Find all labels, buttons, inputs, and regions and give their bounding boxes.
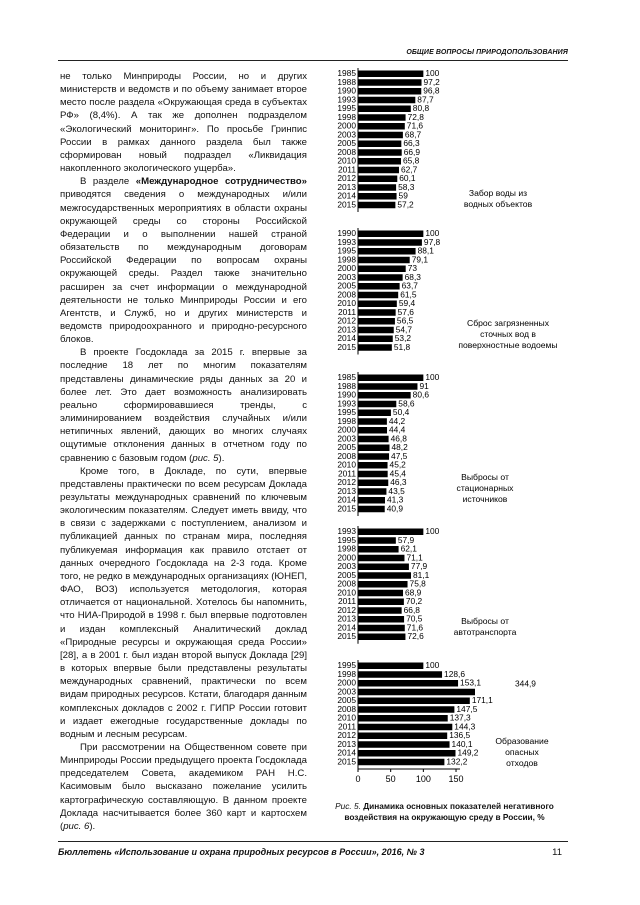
value-label: 58,6 [398, 398, 415, 409]
value-label: 344,9 [515, 678, 536, 689]
value-label: 136,5 [449, 730, 471, 741]
bar [358, 616, 404, 623]
year-tick-label: 2010 [337, 459, 356, 470]
value-label: 46,8 [390, 433, 407, 444]
bar [358, 283, 400, 290]
value-label: 57,6 [397, 306, 414, 317]
year-tick-label: 1995 [337, 103, 356, 114]
value-label: 72,8 [407, 111, 424, 122]
year-tick-label: 2005 [337, 442, 356, 453]
year-tick-label: 2000 [337, 677, 356, 688]
panel-title [457, 472, 515, 504]
bar [358, 546, 399, 553]
value-label: 66,3 [403, 138, 420, 149]
bar [358, 375, 423, 382]
value-label: 61,5 [400, 289, 417, 300]
value-label: 100 [425, 372, 440, 383]
year-tick-label: 2013 [337, 738, 356, 749]
bar [358, 301, 397, 308]
bar [358, 488, 386, 495]
panel-title [495, 736, 548, 768]
value-label: 144,3 [454, 721, 476, 732]
value-label: 72,6 [407, 631, 424, 642]
panel-title-line: сточных вод в [480, 329, 536, 339]
bar [358, 123, 405, 130]
year-tick-label: 2012 [337, 315, 356, 326]
bar [358, 590, 403, 597]
paragraph-2-rest: приводятся сведения о международных и/или межгосударственных мероприятиях в области охраны окружающей среды со стороны Российской Федерации и о выполнении нашей страной обязательств по международным договорам Российской Федерации по вопросам охраны окружающей среды. Раздел также значительно расширен за счет информации о международной деятельности не только Минприроды России и его Агентств, и Служб, но и других министерств и ведомств природоохранного и природно-ресурсного блоков. [60, 189, 307, 346]
panel-title-line: Выбросы от [461, 616, 509, 626]
year-tick-label: 2013 [337, 324, 356, 335]
caption-label: Рис. 5. [335, 801, 361, 811]
value-label: 88,1 [417, 245, 434, 256]
paragraph-2-lead: В разделе [80, 176, 136, 188]
panel-title-line: Забор воды из [468, 188, 528, 198]
year-tick-label: 2010 [337, 155, 356, 166]
bar [358, 480, 388, 487]
year-tick-label: 1998 [337, 415, 356, 426]
year-tick-label: 1988 [337, 76, 356, 87]
panel-title-line: Образование [495, 736, 549, 746]
year-tick-label: 1995 [337, 660, 356, 671]
year-tick-label: 1998 [337, 111, 356, 122]
year-tick-label: 2000 [337, 552, 356, 563]
value-label: 80,8 [412, 103, 430, 114]
bar [358, 663, 423, 670]
bar [358, 193, 397, 200]
bar [358, 706, 454, 713]
year-tick-label: 2011 [337, 164, 356, 175]
year-tick-label: 2000 [337, 424, 356, 435]
value-label: 66,9 [403, 146, 421, 157]
year-tick-label: 1985 [337, 68, 356, 79]
value-label: 59,4 [398, 298, 416, 309]
panel-title [458, 318, 557, 350]
bar [358, 410, 391, 417]
value-label: 50,4 [392, 407, 410, 418]
bar [358, 71, 423, 78]
value-label: 62,1 [400, 543, 417, 554]
year-tick-label: 1995 [337, 245, 356, 256]
year-tick-label: 1995 [337, 407, 356, 418]
value-label: 65,8 [403, 155, 420, 166]
bar [358, 132, 403, 139]
value-label: 57,2 [397, 199, 414, 210]
year-tick-label: 2013 [337, 485, 356, 496]
bar [358, 114, 406, 121]
value-label: 97,2 [423, 76, 440, 87]
bar [358, 239, 422, 246]
year-tick-label: 2003 [337, 561, 356, 572]
bar [358, 383, 417, 390]
value-label: 97,8 [423, 236, 441, 247]
value-label: 100 [425, 526, 440, 537]
year-tick-label: 2011 [337, 721, 356, 732]
year-tick-label: 2014 [337, 190, 356, 201]
bar [358, 274, 403, 281]
bar [358, 88, 421, 95]
value-label: 45,2 [389, 459, 406, 470]
bar [358, 462, 388, 469]
year-tick-label: 2011 [337, 306, 356, 317]
year-tick-label: 1985 [337, 372, 356, 383]
value-label: 48,2 [391, 442, 408, 453]
bar [358, 759, 444, 766]
paragraph-3 [60, 346, 307, 464]
bar [358, 564, 409, 571]
bar [358, 176, 397, 183]
value-label: 51,8 [393, 341, 411, 352]
value-label: 73 [407, 263, 418, 274]
year-tick-label: 2015 [337, 631, 356, 642]
year-tick-label: 2014 [337, 333, 356, 344]
year-tick-label: 1995 [337, 534, 356, 545]
year-tick-label: 2015 [337, 199, 356, 210]
value-label: 149,2 [457, 747, 479, 758]
section-title: ОБЩИЕ ВОПРОСЫ ПРИРОДОПОЛЬЗОВАНИЯ [406, 49, 568, 56]
year-tick-label: 2012 [337, 730, 356, 741]
bar-chart-panels [322, 64, 572, 804]
bar [358, 231, 423, 238]
bar [358, 436, 389, 443]
year-tick-label: 2008 [337, 146, 356, 157]
body-text-column [60, 70, 307, 833]
bar [358, 680, 458, 687]
year-tick-label: 1993 [337, 526, 356, 537]
figure-ref-5: рис. 5 [192, 452, 219, 464]
value-label: 47,5 [391, 450, 408, 461]
bar [358, 418, 387, 425]
year-tick-label: 2012 [337, 477, 356, 488]
year-tick-label: 1990 [337, 389, 356, 400]
bar [358, 318, 395, 325]
bar [358, 607, 402, 614]
bar [358, 401, 396, 408]
bar [358, 202, 395, 209]
value-label: 100 [425, 68, 440, 79]
value-label: 71,6 [406, 120, 424, 131]
value-label: 171,1 [471, 695, 493, 706]
bar [358, 733, 447, 740]
year-tick-label: 1998 [337, 668, 356, 679]
paragraph-3-end: ). [218, 452, 225, 464]
year-tick-label: 2014 [337, 622, 356, 633]
value-label: 66,8 [403, 604, 420, 615]
value-label: 56,5 [396, 315, 414, 326]
bar [358, 453, 389, 460]
value-label: 100 [425, 660, 440, 671]
year-tick-label: 2003 [337, 433, 356, 444]
year-tick-label: 2011 [337, 596, 356, 607]
value-label: 54,7 [395, 324, 413, 335]
bar [358, 471, 388, 478]
value-label: 77,9 [410, 561, 428, 572]
year-tick-label: 2005 [337, 569, 356, 580]
bar [358, 634, 405, 641]
bar [358, 97, 415, 104]
figure-ref-6: рис. 6 [63, 820, 90, 832]
panel-title-line: водных объектов [463, 199, 533, 209]
panel-title-line: автотранспорта [453, 627, 517, 637]
bar [358, 506, 385, 513]
value-label: 75,8 [409, 578, 426, 589]
value-label: 140,1 [451, 738, 473, 749]
x-tick-label: 100 [415, 774, 431, 784]
caption-text: Динамика основных показателей негативного воздействия на окружающую среду в России, % [344, 801, 554, 822]
year-tick-label: 2005 [337, 280, 356, 291]
value-label: 68,9 [405, 587, 422, 598]
paragraph-4: Кроме того, в Докладе, по сути, впервые представлены практически по всем ресурсам Доклада результаты международных сравнений по ключевым экологическим показателям. Следует иметь ввиду, что в связи с задержками с поступлением, анализом и публикацией данных по странам мира, последняя публикуемая информация как правило отстает от данных очередного Госдоклада на 2-3 года. Кроме того, не редко в международных организациях (ЮНЕП, ФАО, ВОЗ) используется методология, которая отличается от национальной. Хотелось бы напомнить, что НИА-Природой в 1998 г. был впервые подготовлен и издан комплексный Аналитический доклад «Природные ресурсы и окружающая среда России» [28], а в 2001 г. был издан второй выпуск Доклада [29] в которых впервые были представлены результаты международных сравнений, практически по всем видам природных ресурсов. Кстати, благодаря данным комплексных докладов с 2002 г. ГИПР России готовит и издает ежегодные государственные доклады по водным и лесным ресурсам. [60, 465, 307, 740]
bar [358, 257, 410, 264]
bar [358, 724, 452, 731]
year-tick-label: 2013 [337, 613, 356, 624]
paragraph-1: не только Минприроды России, но и других министерств и ведомств и по объему занимает второе место после раздела «Окружающая среда в субъектах РФ» (8,4%). А так же дополнен подразделом «Экологический мониторинг». По просьбе Гринпис России в рамках данного раздела был также сформирован новый подраздел «Ликвидация накопленного экологического ущерба». [60, 71, 307, 175]
year-tick-label: 1990 [337, 85, 356, 96]
value-label: 70,2 [405, 596, 423, 607]
year-tick-label: 2015 [337, 341, 356, 352]
value-label: 80,6 [412, 389, 429, 400]
bar [358, 445, 389, 452]
bar [358, 292, 398, 299]
value-label: 59 [398, 190, 408, 201]
bar [358, 309, 396, 316]
value-label: 71,1 [406, 552, 423, 563]
paragraph-5-start: При рассмотрении на Общественном совете при Минприроды России предыдущего проекта Госдоклада председателем Совета, академиком РАН Н.С. Касимовым было высказано пожелание усилить картографическую составляющую. В данном проекте Доклада насчитывается более 360 карт и картосхем ( [60, 741, 307, 832]
value-label: 91 [419, 380, 429, 391]
value-label: 100 [425, 228, 440, 239]
panel-title-line: поверхностные водоемы [458, 340, 558, 350]
value-label: 43,5 [388, 485, 405, 496]
bar [358, 248, 416, 255]
bar [358, 555, 404, 562]
value-label: 60,1 [399, 173, 416, 184]
figure-caption [322, 801, 567, 823]
year-tick-label: 2015 [337, 756, 356, 767]
bar [358, 184, 396, 191]
year-tick-label: 2003 [337, 686, 356, 697]
value-label: 44,2 [388, 415, 406, 426]
panel-title-line: Сброс загрязненных [467, 318, 549, 328]
panel-title-line: опасных [505, 747, 539, 757]
page-footer [58, 841, 568, 862]
value-label: 44,4 [389, 424, 406, 435]
x-tick-label: 50 [385, 774, 396, 784]
year-tick-label: 1993 [337, 398, 356, 409]
panel-title [464, 188, 533, 209]
year-tick-label: 2008 [337, 450, 356, 461]
paragraph-3-start: В проекте Госдоклада за 2015 г. впервые за последние 18 лет по многим показателям представлены динамические ряды данных за 20 и более лет. Это дает возможность анализировать реально сформировавшиеся тренды, с элиминированием воздействия случайных и/или нетипичных явлений, дающих во многих случаях ощутимые отклонения данных в отчетном году по сравнению с базовым годом ( [60, 347, 307, 464]
bar [358, 715, 448, 722]
value-label: 63,7 [401, 280, 418, 291]
value-label: 147,5 [456, 703, 478, 714]
value-label: 57,9 [397, 534, 415, 545]
value-label: 45,4 [389, 468, 406, 479]
value-label: 71,6 [406, 622, 424, 633]
bar [358, 625, 405, 632]
panel-title-line: Выбросы от [461, 472, 509, 482]
value-label: 137,3 [449, 712, 471, 723]
bar [358, 79, 422, 86]
bar [358, 344, 392, 351]
value-label: 40,9 [386, 503, 404, 514]
bar [358, 750, 456, 757]
value-label: 53,2 [394, 333, 412, 344]
bar [358, 266, 406, 273]
bar [358, 141, 401, 148]
year-tick-label: 2014 [337, 494, 356, 505]
value-label: 68,3 [404, 271, 421, 282]
panel-title-line: отходов [506, 758, 538, 768]
value-label: 58,3 [398, 181, 415, 192]
year-tick-label: 2012 [337, 173, 356, 184]
paragraph-5 [60, 741, 307, 833]
year-tick-label: 2010 [337, 298, 356, 309]
value-label: 87,7 [417, 94, 434, 105]
bar [358, 572, 411, 579]
year-tick-label: 1998 [337, 543, 356, 554]
bar [358, 327, 394, 334]
bar [358, 149, 402, 156]
bar [358, 427, 387, 434]
value-label: 46,3 [390, 477, 407, 488]
panel-title-line: источников [462, 494, 508, 504]
year-tick-label: 2010 [337, 712, 356, 723]
year-tick-label: 2000 [337, 120, 356, 131]
year-tick-label: 2011 [337, 468, 356, 479]
bar [358, 497, 385, 504]
figure-5-chart [322, 64, 572, 804]
year-tick-label: 2005 [337, 695, 356, 706]
year-tick-label: 2000 [337, 263, 356, 274]
year-tick-label: 2005 [337, 138, 356, 149]
year-tick-label: 2013 [337, 181, 356, 192]
year-tick-label: 2012 [337, 604, 356, 615]
bar [358, 741, 450, 748]
bar [358, 599, 404, 606]
journal-title: Бюллетень «Использование и охрана природных ресурсов в России», 2016, № 3 [58, 847, 425, 857]
bar [358, 167, 399, 174]
year-tick-label: 2008 [337, 578, 356, 589]
panel-title-line: стационарных [456, 483, 514, 493]
year-tick-label: 1993 [337, 236, 356, 247]
year-tick-label: 1998 [337, 254, 356, 265]
bar [358, 158, 401, 165]
year-tick-label: 2003 [337, 129, 356, 140]
year-tick-label: 2010 [337, 587, 356, 598]
bar [358, 689, 475, 696]
section-name-international: «Международное сотрудничество» [135, 176, 308, 188]
year-tick-label: 1990 [337, 228, 356, 239]
x-tick-label: 150 [448, 774, 464, 784]
value-label: 81,1 [412, 569, 430, 580]
paragraph-2 [60, 175, 307, 346]
value-label: 79,1 [411, 254, 429, 265]
value-label: 41,3 [386, 494, 404, 505]
panel-title [454, 616, 517, 637]
bar [358, 537, 396, 544]
year-tick-label: 2014 [337, 747, 356, 758]
year-tick-label: 2008 [337, 289, 356, 300]
value-label: 62,7 [400, 164, 418, 175]
year-tick-label: 2003 [337, 271, 356, 282]
year-tick-label: 1993 [337, 94, 356, 105]
year-tick-label: 2015 [337, 503, 356, 514]
paragraph-5-end: ). [89, 820, 96, 832]
value-label: 153,1 [460, 677, 482, 688]
value-label: 70,5 [406, 613, 423, 624]
value-label: 132,2 [446, 756, 468, 767]
running-header [58, 46, 568, 61]
year-tick-label: 1988 [337, 380, 356, 391]
bar [358, 106, 411, 113]
x-tick-label: 0 [355, 774, 361, 784]
value-label: 68,7 [404, 129, 422, 140]
bar [358, 336, 393, 343]
bar [358, 671, 442, 678]
year-tick-label: 2008 [337, 703, 356, 714]
value-label: 96,8 [423, 85, 440, 96]
value-label: 128,6 [444, 668, 466, 679]
bar [358, 581, 408, 588]
bar [358, 698, 470, 705]
page-number: 11 [552, 847, 562, 858]
